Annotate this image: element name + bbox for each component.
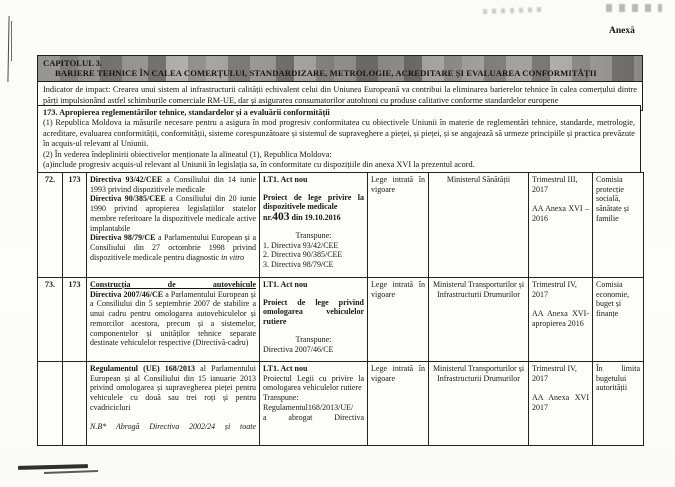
cell-article-number: 173 — [63, 173, 87, 278]
cell-commission: Comisia economie, buget și finanțe — [593, 278, 644, 362]
directive-item: Directiva 93/42/CEE a Consiliului din 14 iunie 1993 privind dispozitivele medicale — [90, 175, 256, 194]
transposed-act: 2. Directiva 90/385/CEE — [263, 250, 343, 260]
transposed-act: Directiva 2007/46/CE — [263, 344, 334, 354]
scan-bottom-mark-icon — [44, 470, 98, 474]
cell-article-number — [63, 362, 87, 446]
cell-ministry: Ministerul Transporturilor și Infrastructurii Drumurilor — [429, 362, 529, 446]
act-project: Proiectul Legii cu privire la omologarea vehiculelor rutiere — [263, 373, 364, 393]
cell-law-status: Lege intrată în vigoare — [368, 362, 429, 446]
annex-label: Anexă — [609, 26, 635, 36]
cell-ministry: Ministerul Transporturilor și Infrastructurii Drumurilor — [429, 278, 529, 362]
cell-article-number: 173 — [63, 278, 87, 362]
term-annex: AA Anexa XVI – 2016 — [532, 204, 589, 224]
act-type: LT1. Act nou — [263, 364, 308, 373]
term-annex: AA Anexa XVI 2017 — [532, 393, 589, 413]
scan-spine-mark-icon — [7, 16, 10, 82]
directive-item: Regulamentul (UE) 168/2013 al Parlamentului European și al Consiliului din 15 ianuarie 2013 privind omologarea și supravegherea pieței pentru vehiculele cu două sau trei roți și pentru cvadricicluri — [90, 364, 256, 412]
cell-law-status: Lege intrată în vigoare — [368, 278, 429, 362]
act-number: nr.403 din 19.10.2016 — [263, 211, 341, 224]
term-annex: AA Anexa XVI- apropierea 2016 — [532, 309, 589, 329]
chapter-heading-band — [38, 56, 642, 82]
scan-spine-mark-icon — [11, 21, 12, 61]
scan-pencil-mark-icon — [483, 7, 543, 14]
act-project: Proiect de lege privire la dispozitivele medicale — [263, 192, 364, 212]
article-block — [37, 105, 641, 174]
cell-national-act — [260, 362, 368, 446]
term-quarter: Trimestrul IV, 2017 — [532, 364, 577, 383]
table-row — [38, 278, 644, 362]
cell-eu-acts — [87, 278, 260, 362]
article-paragraph-2: (2) În vederea îndeplinirii obiectivelor menționate la alineatul (1), Republica Moldova: — [43, 149, 332, 159]
measures-table — [37, 172, 644, 446]
cell-term — [529, 362, 593, 446]
article-paragraph-3: (a)include progresiv acquis-ul relevant al Uniunii în legislația sa, în conformitate cu dispozițiile din anexa XVI la prezentul acord. — [43, 160, 475, 170]
cell-commission: În limita bugetului autorității — [593, 362, 644, 446]
cell-national-act — [260, 173, 368, 278]
abrogation-note: N.B* Abrogă Directiva 2002/24 și toate — [90, 421, 256, 431]
article-title: 173. Apropierea reglementărilor tehnice, standardelor și a evaluării conformității — [43, 108, 330, 117]
article-paragraph-1: (1) Republica Moldova ia măsurile necesare pentru a asigura în mod progresiv conformitatea cu obiectivele Uniunii în materie de reglementări tehnice, standarde, metrologie, acreditare, evaluarea conformității, conformității, sisteme corespunzătoare și sistemul de supraveghere a pieței, și pieței, și se angajează să urmeze principiile și practica prevăzute în acquis-ul relevant al Uniunii. — [43, 118, 635, 149]
cell-eu-acts — [87, 173, 260, 278]
act-type: LT1. Act nou — [263, 280, 308, 289]
cell-row-number: 73. — [38, 278, 63, 362]
scan-bottom-mark-icon — [18, 464, 88, 470]
chapter-box — [37, 55, 643, 111]
impact-indicator: Indicator de impact: Crearea unui sistem al infrastructurii calității echivalent celui din Uniunea Europeană va contribui la eliminarea barierelor tehnice în calea comerțului dintre părți impulsionând astfel schimburile comerciale RM-UE, dar și asigurarea consumatorilor autohtoni cu produse calitative conforme standardelor europene — [43, 85, 637, 105]
cell-ministry: Ministerul Sănătății — [429, 173, 529, 278]
transposes-label: Transpune: — [295, 334, 332, 344]
transposed-act: 3. Directiva 98/79/CE — [263, 259, 334, 269]
term-quarter: Trimestrul III, 2017 — [532, 175, 578, 194]
transposes-label: Transpune: — [263, 393, 299, 403]
transposed-act: a abrogat Directiva — [263, 412, 364, 422]
scan-stamp-mark-icon — [606, 4, 662, 12]
cell-eu-acts — [87, 362, 260, 446]
directive-item: Directiva 90/385/CEE a Consiliului din 20 iunie 1990 privind apropierea legislațiilor statelor membre referitoare la dispozitivele medicale active implantabile — [90, 194, 256, 233]
act-project: Proiect de lege privind omologarea vehiculelor rutiere — [263, 297, 364, 327]
act-type: LT1. Act nou — [263, 175, 308, 184]
cell-row-number: 72. — [38, 173, 63, 278]
transposed-act: 1. Directiva 93/42/CEE — [263, 240, 339, 250]
cell-term — [529, 278, 593, 362]
acts-heading: Construcția de autovehicule — [90, 280, 256, 289]
chapter-title: BARIERE TEHNICE ÎN CALEA COMERȚULUI, STANDARDIZARE, METROLOGIE, ACREDITARE ȘI EVALUAREA CONFORMITĂȚII — [55, 68, 597, 78]
directive-item: Directiva 98/79/CE a Parlamentului European și a Consiliului din 27 octombrie 1998 privind dispozitivele medicale pentru diagnostic in vitro — [90, 233, 257, 262]
term-quarter: Trimestrul IV, 2017 — [532, 280, 577, 299]
cell-law-status: Lege intrată în vigoare — [368, 173, 429, 278]
transposes-label: Transpune: — [295, 230, 332, 240]
cell-national-act — [260, 278, 368, 362]
chapter-number: CAPITOLUL 3. — [43, 58, 103, 68]
cell-row-number — [38, 362, 63, 446]
transposed-act: Regulamentul168/2013/UE/ — [263, 402, 354, 412]
table-row — [38, 173, 644, 278]
cell-commission: Comisia protecție socială, sănătate și familie — [593, 173, 644, 278]
directive-item: Directiva 2007/46/CE a Parlamentului European și a Consiliului din 5 septembrie 2007 de stabilire a unui cadru pentru omologarea autovehiculelor și remorcilor acestora, precum și a sistemelor, componentelor și unităților tehnice separate destinate vehiculelor respective (Directivă-cadru) — [90, 289, 256, 348]
cell-term — [529, 173, 593, 278]
table-row — [38, 362, 644, 446]
